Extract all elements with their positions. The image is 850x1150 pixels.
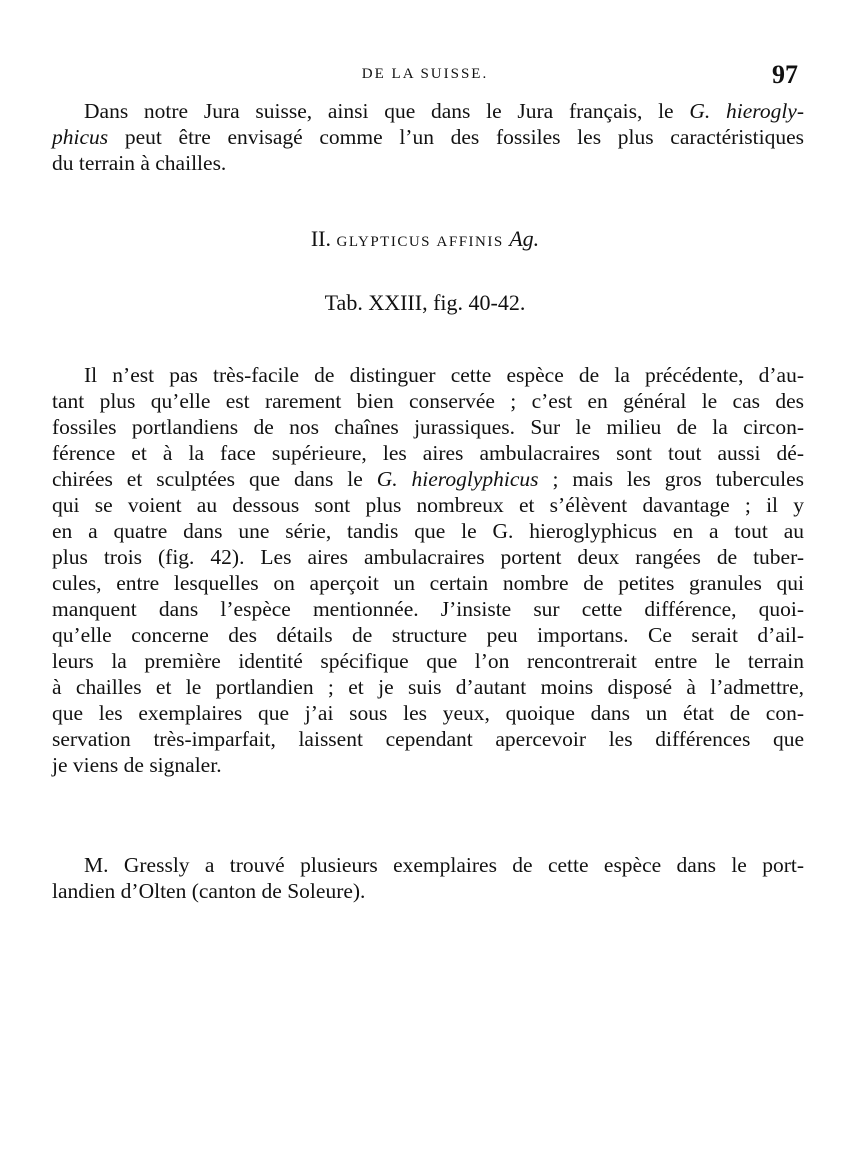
species-number: II. <box>310 226 331 251</box>
running-head <box>0 62 850 92</box>
text-line: phicus peut être envisagé comme l’un des fossiles les plus caractéristiques <box>52 125 804 149</box>
text-line: cules, entre lesquelles on aperçoit un certain nombre de petites granules qui <box>52 571 804 595</box>
text-line: férence et à la face supérieure, les aires ambulacraires sont tout aussi dé- <box>52 441 804 465</box>
page-number: 97 <box>772 60 798 89</box>
text-line: landien d’Olten (canton de Soleure). <box>52 879 366 903</box>
species-author: Ag. <box>509 226 540 251</box>
species-heading <box>0 226 850 252</box>
text-line: que les exemplaires que j’ai sous les yeux, quoique dans un état de con- <box>52 701 804 725</box>
text-line: chirées et sculptées que dans le G. hieroglyphicus ; mais les gros tubercules <box>52 467 804 491</box>
paragraph-3 <box>52 852 804 904</box>
text-line: je viens de signaler. <box>52 753 222 777</box>
text-line: Il n’est pas très-facile de distinguer cette espèce de la précédente, d’au- <box>84 363 804 387</box>
text-line: M. Gressly a trouvé plusieurs exemplaires de cette espèce dans le port- <box>84 853 804 877</box>
text-line: qui se voient au dessous sont plus nombreux et s’élèvent davantage ; il y <box>52 493 804 517</box>
text-line: fossiles portlandiens de nos chaînes jurassiques. Sur le milieu de la circon- <box>52 415 804 439</box>
running-title: DE LA SUISSE. <box>361 66 489 82</box>
text-line: en a quatre dans une série, tandis que le G. hieroglyphicus en a tout au <box>52 519 804 543</box>
text-line: qu’elle concerne des détails de structure peu importans. Ce serait d’ail- <box>52 623 804 647</box>
plate-reference: Tab. XXIII, fig. 40-42. <box>324 290 526 315</box>
text-line: Dans notre Jura suisse, ainsi que dans le Jura français, le G. hierogly- <box>84 99 804 123</box>
text-line: manquent dans l’espèce mentionnée. J’insiste sur cette différence, quoi- <box>52 597 804 621</box>
text-line: à chailles et le portlandien ; et je suis d’autant moins disposé à l’admettre, <box>52 675 804 699</box>
species-genus: GLYPTICUS <box>336 234 432 250</box>
paragraph-2 <box>52 362 804 778</box>
text-line: leurs la première identité spécifique que l’on rencontrerait entre le terrain <box>52 649 804 673</box>
paragraph-1 <box>52 98 804 176</box>
text-line: servation très-imparfait, laissent cependant apercevoir les différences que <box>52 727 804 751</box>
species-epithet: AFFINIS <box>436 234 504 250</box>
text-line: plus trois (fig. 42). Les aires ambulacraires portent deux rangées de tuber- <box>52 545 804 569</box>
text-line: tant plus qu’elle est rarement bien conservée ; c’est en général le cas des <box>52 389 804 413</box>
text-line: du terrain à chailles. <box>52 151 227 175</box>
